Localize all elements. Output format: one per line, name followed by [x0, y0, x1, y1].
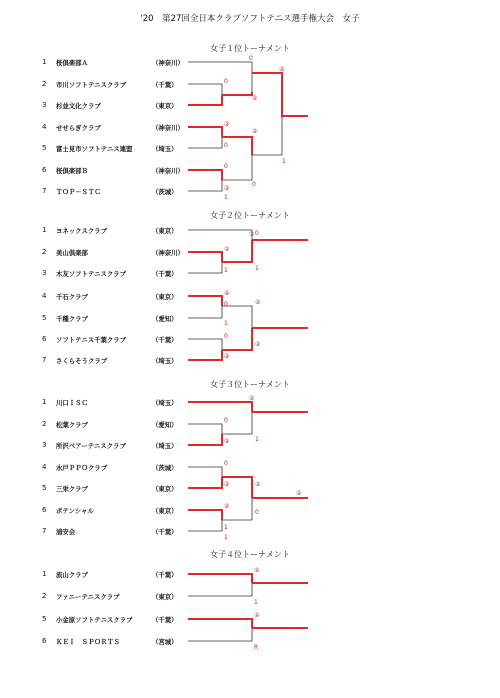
svg-text:②: ②: [224, 121, 230, 128]
team-name: ＴＯＰ－ＳＴＣ: [56, 187, 101, 196]
team-prefecture: （埼玉）: [152, 398, 178, 407]
team-row: 2 ファニーテニスクラブ （東京）: [42, 590, 192, 602]
svg-text:②: ②: [224, 481, 230, 488]
team-prefecture: （宮城）: [152, 637, 178, 646]
team-row: 3 所沢ベアーテニスクラブ （埼玉）: [42, 439, 192, 451]
team-row: 7 さくらそうクラブ （埼玉）: [42, 354, 192, 366]
team-prefecture: （埼玉）: [152, 356, 178, 365]
team-name: 市川ソフトテニスクラブ: [56, 80, 127, 89]
svg-text:②: ②: [224, 185, 230, 192]
team-row: 6 ソフトテニス千葉クラブ （千葉）: [42, 333, 192, 345]
team-name: 千種クラブ: [56, 314, 88, 323]
team-row: 1 桜倶楽部Ａ （神奈川）: [42, 56, 192, 68]
team-row: 4 せせらぎクラブ （神奈川）: [42, 121, 192, 133]
document-title: '20 第27回全日本クラブソフトテニス選手権大会 女子: [140, 14, 360, 24]
svg-text:1: 1: [224, 267, 228, 274]
svg-text:②: ②: [255, 481, 261, 488]
team-row: 3 木友ソフトテニスクラブ （千葉）: [42, 267, 192, 279]
svg-text:0: 0: [249, 55, 253, 62]
team-row: 1 ヨネックスクラブ （東京）: [42, 224, 192, 236]
svg-text:0: 0: [224, 163, 228, 170]
svg-text:1: 1: [255, 265, 259, 272]
team-name: ソフトテニス千葉クラブ: [56, 335, 127, 344]
svg-text:1: 1: [254, 599, 258, 606]
team-name: 富士見市ソフトテニス連盟: [56, 144, 133, 153]
svg-text:0: 0: [224, 301, 228, 308]
team-name: 小金原ソフトテニスクラブ: [56, 615, 133, 624]
team-name: 杉並文化クラブ: [56, 101, 101, 110]
team-name: ＫＥＩ ＳＰＯＲＴＳ: [56, 637, 120, 646]
team-name: さくらそうクラブ: [56, 356, 108, 365]
team-row: 1 流山クラブ （千葉）: [42, 568, 192, 580]
team-name: 川口ＩＳＣ: [56, 398, 88, 407]
svg-text:1: 1: [224, 524, 228, 531]
team-prefecture: （東京）: [152, 484, 178, 493]
svg-text:②: ②: [224, 503, 230, 510]
team-prefecture: （愛知）: [152, 314, 178, 323]
team-prefecture: （神奈川）: [152, 58, 184, 67]
svg-text:②: ②: [255, 299, 261, 306]
team-row: 2 松葉クラブ （愛知）: [42, 418, 192, 430]
team-name: 三栄クラブ: [56, 484, 88, 493]
team-name: 松葉クラブ: [56, 420, 88, 429]
team-name: ヨネックスクラブ: [56, 226, 108, 235]
svg-text:1: 1: [224, 194, 228, 201]
svg-text:②: ②: [296, 490, 302, 497]
team-prefecture: （愛知）: [152, 420, 178, 429]
team-prefecture: （千葉）: [152, 527, 178, 536]
svg-text:②: ②: [224, 438, 230, 445]
svg-text:0: 0: [224, 417, 228, 424]
svg-text:0: 0: [252, 181, 256, 188]
team-name: 千石クラブ: [56, 292, 88, 301]
team-row: 6 桜倶楽部Ｂ （神奈川）: [42, 164, 192, 176]
team-row: 6 ポテンシャル （東京）: [42, 504, 192, 516]
svg-text:0: 0: [224, 333, 228, 340]
team-prefecture: （埼玉）: [152, 144, 178, 153]
team-row: 4 水戸ＰＰＯクラブ （茨城）: [42, 461, 192, 473]
team-prefecture: （東京）: [152, 101, 178, 110]
svg-text:1: 1: [224, 320, 228, 327]
team-row: 6 ＫＥＩ ＳＰＯＲＴＳ （宮城）: [42, 635, 192, 647]
team-row: 7 ＴＯＰ－ＳＴＣ （茨城）: [42, 185, 192, 197]
team-prefecture: （千葉）: [152, 269, 178, 278]
team-prefecture: （千葉）: [152, 335, 178, 344]
svg-text:0: 0: [255, 509, 259, 516]
team-prefecture: （千葉）: [152, 80, 178, 89]
team-name: 美山倶楽部: [56, 248, 88, 257]
team-prefecture: （神奈川）: [152, 166, 184, 175]
svg-text:0: 0: [224, 460, 228, 467]
svg-text:0: 0: [224, 142, 228, 149]
team-row: 5 小金原ソフトテニスクラブ （千葉）: [42, 613, 192, 625]
team-prefecture: （茨城）: [152, 463, 178, 472]
svg-text:②: ②: [224, 246, 230, 253]
bracket-1: [188, 55, 308, 201]
svg-text:0: 0: [255, 230, 259, 237]
bracket-3: [188, 395, 308, 541]
team-name: せせらぎクラブ: [56, 123, 101, 132]
svg-text:②: ②: [249, 395, 255, 402]
team-name: 浦安会: [56, 527, 76, 536]
bracket-2: [188, 230, 308, 360]
team-prefecture: （東京）: [152, 226, 178, 235]
svg-text:②: ②: [252, 128, 258, 135]
team-row: 7 浦安会 （千葉）: [42, 525, 192, 537]
team-row: 3 杉並文化クラブ （東京）: [42, 99, 192, 111]
team-prefecture: （茨城）: [152, 187, 178, 196]
team-name: 所沢ベアーテニスクラブ: [56, 441, 126, 450]
team-name: 桜倶楽部Ｂ: [56, 166, 88, 175]
bracket-4: [188, 567, 308, 651]
section-title-4: 女子４位トーナメント: [210, 550, 290, 559]
team-prefecture: （埼玉）: [152, 441, 178, 450]
svg-text:②: ②: [224, 353, 230, 360]
svg-text:1: 1: [255, 436, 259, 443]
team-prefecture: （神奈川）: [152, 123, 184, 132]
team-row: 2 市川ソフトテニスクラブ （千葉）: [42, 78, 192, 90]
section-title-1: 女子１位トーナメント: [210, 44, 290, 53]
team-prefecture: （千葉）: [152, 570, 178, 579]
team-prefecture: （東京）: [152, 592, 178, 601]
team-prefecture: （神奈川）: [152, 248, 184, 257]
svg-text:1: 1: [224, 534, 228, 541]
svg-text:②: ②: [255, 341, 261, 348]
team-row: 2 美山倶楽部 （神奈川）: [42, 246, 192, 258]
svg-text:②: ②: [279, 66, 285, 73]
team-row: 5 三栄クラブ （東京）: [42, 482, 192, 494]
svg-text:1: 1: [282, 158, 286, 165]
section-title-3: 女子３位トーナメント: [210, 380, 290, 389]
team-prefecture: （東京）: [152, 506, 178, 515]
team-name: 桜倶楽部Ａ: [56, 58, 88, 67]
svg-text:②: ②: [249, 231, 255, 238]
team-name: 木友ソフトテニスクラブ: [56, 269, 127, 278]
svg-text:②: ②: [224, 290, 230, 297]
team-row: 5 富士見市ソフトテニス連盟 （埼玉）: [42, 142, 192, 154]
team-prefecture: （東京）: [152, 292, 178, 301]
team-name: 水戸ＰＰＯクラブ: [56, 463, 108, 472]
svg-text:②: ②: [252, 95, 258, 102]
svg-text:②: ②: [254, 612, 260, 619]
team-row: 5 千種クラブ （愛知）: [42, 312, 192, 324]
svg-text:R: R: [254, 644, 259, 651]
section-title-2: 女子２位トーナメント: [210, 211, 290, 220]
svg-text:0: 0: [224, 78, 228, 85]
team-prefecture: （千葉）: [152, 615, 178, 624]
team-name: ファニーテニスクラブ: [56, 592, 120, 601]
team-row: 1 川口ＩＳＣ （埼玉）: [42, 396, 192, 408]
team-name: ポテンシャル: [56, 506, 94, 515]
svg-text:②: ②: [254, 567, 260, 574]
team-row: 4 千石クラブ （東京）: [42, 290, 192, 302]
team-name: 流山クラブ: [56, 570, 88, 579]
